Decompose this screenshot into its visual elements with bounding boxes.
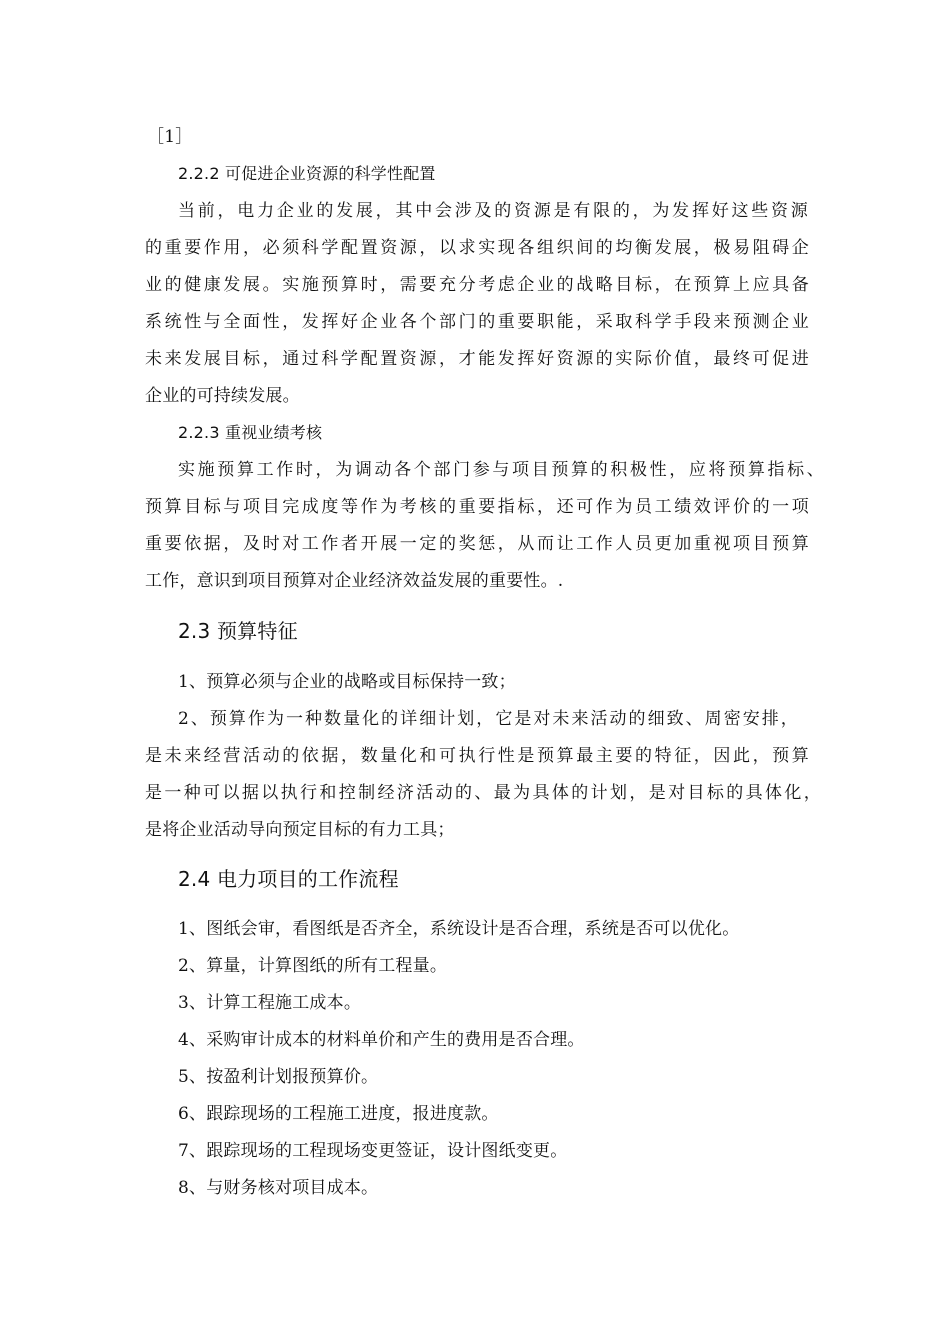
subsection-heading-2-2-3: 2.2.3 重视业绩考核: [178, 423, 323, 442]
list-item: 4、采购审计成本的材料单价和产生的费用是否合理。: [178, 1030, 585, 1050]
subsection-heading-2-2-2: 2.2.2 可促进企业资源的科学性配置: [178, 164, 436, 183]
paragraph-line: 未来发展目标，通过科学配置资源，才能发挥好资源的实际价值，最终可促进: [145, 349, 809, 369]
paragraph-line: 实施预算工作时，为调动各个部门参与项目预算的积极性，应将预算指标、: [178, 460, 824, 480]
paragraph-line: 业的健康发展。实施预算时，需要充分考虑企业的战略目标，在预算上应具备: [145, 275, 809, 295]
section-heading-2-3: 2.3 预算特征: [178, 619, 298, 643]
list-item: 6、跟踪现场的工程施工进度，报进度款。: [178, 1104, 499, 1124]
list-item: 8、与财务核对项目成本。: [178, 1178, 379, 1198]
paragraph-line: 是未来经营活动的依据，数量化和可执行性是预算最主要的特征，因此，预算: [145, 746, 809, 766]
paragraph-line: 重要依据，及时对工作者开展一定的奖惩，从而让工作人员更加重视项目预算: [145, 534, 809, 554]
list-item: 1、预算必须与企业的战略或目标保持一致；: [178, 672, 516, 692]
paragraph-line: 是一种可以据以执行和控制经济活动的、最为具体的计划，是对目标的具体化，: [145, 783, 821, 803]
list-item: 2、算量，计算图纸的所有工程量。: [178, 956, 448, 976]
paragraph-line: 是将企业活动导向预定目标的有力工具；: [145, 820, 455, 840]
section-heading-2-4: 2.4 电力项目的工作流程: [178, 867, 399, 891]
list-item: 1、图纸会审，看图纸是否齐全，系统设计是否合理，系统是否可以优化。: [178, 919, 740, 939]
list-item: 5、按盈利计划报预算价。: [178, 1067, 379, 1087]
list-item: 2、预算作为一种数量化的详细计划，它是对未来活动的细致、周密安排，: [178, 709, 798, 729]
reference-marker: ［1］: [147, 127, 193, 147]
paragraph-line: 企业的可持续发展。: [145, 386, 300, 406]
paragraph-line: 当前，电力企业的发展，其中会涉及的资源是有限的，为发挥好这些资源: [178, 201, 808, 221]
paragraph-line: 工作，意识到项目预算对企业经济效益发展的重要性。.: [145, 571, 564, 591]
paragraph-line: 的重要作用，必须科学配置资源，以求实现各组织间的均衡发展，极易阻碍企: [145, 238, 809, 258]
paragraph-line: 系统性与全面性，发挥好企业各个部门的重要职能，采取科学手段来预测企业: [145, 312, 809, 332]
list-item: 7、跟踪现场的工程现场变更签证，设计图纸变更。: [178, 1141, 568, 1161]
paragraph-line: 预算目标与项目完成度等作为考核的重要指标，还可作为员工绩效评价的一项: [145, 497, 809, 517]
list-item: 3、计算工程施工成本。: [178, 993, 362, 1013]
